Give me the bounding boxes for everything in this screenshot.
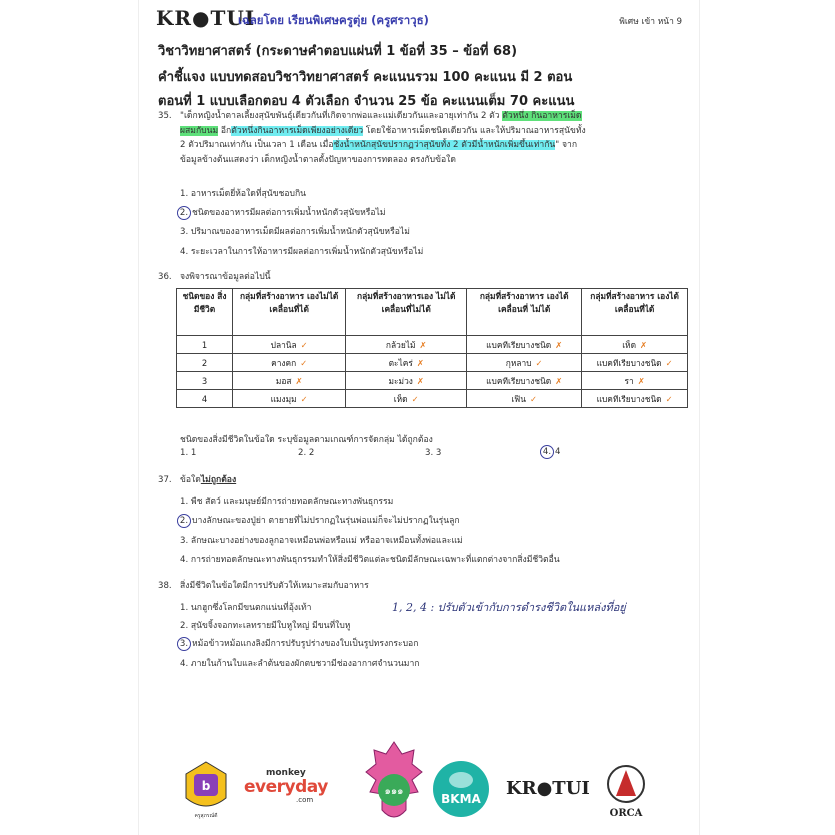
monkey-everyday-logo: monkey everyday .com — [244, 768, 328, 804]
row-number: 4 — [177, 390, 233, 408]
row-number: 1 — [177, 336, 233, 354]
table-cell — [582, 390, 688, 408]
q38-option-3[interactable]: 3. หม้อข้าวหม้อแกงลิงมีการปรับรูปร่างของใบเป็นรูปทรงกระบอก — [180, 636, 418, 651]
q37-option-4[interactable]: 4. การถ่ายทอดลักษณะทางพันธุกรรมทำให้สิ่งมีชีวิตแต่ละชนิดมีลักษณะเฉพาะที่แตกต่างจากสิ่งมีชีวิตอื่น — [180, 555, 560, 565]
grading-mark: ✗ — [419, 339, 427, 350]
svg-text:๑๑๑: ๑๑๑ — [384, 786, 404, 797]
grading-mark: ✗ — [640, 339, 648, 350]
grading-mark: ✓ — [665, 393, 673, 404]
table-row — [177, 336, 688, 354]
q36-option-1[interactable]: 1. 1 — [180, 448, 197, 458]
instruction-title: คำชี้แจง แบบทดสอบวิชาวิทยาศาสตร์ คะแนนรวม 100 คะแนน มี 2 ตอน — [158, 70, 573, 85]
table-cell — [346, 372, 467, 390]
q37-option-3[interactable]: 3. ลักษณะบางอย่างของลูกอาจเหมือนพ่อหรือแม่ หรืออาจเหมือนทั้งพ่อและแม่ — [180, 536, 463, 546]
page-header — [156, 6, 682, 32]
answer-sheet-page — [138, 0, 698, 835]
grading-mark: ✓ — [411, 393, 419, 404]
q38-option-4[interactable]: 4. ภายในก้านใบและลำต้นของผักตบชวามีช่องอากาศจำนวนมาก — [180, 659, 420, 669]
question-37: 37. ข้อใดไม่ถูกต้อง — [158, 475, 237, 485]
grading-mark: ✓ — [300, 357, 308, 368]
organism-name: มอส — [275, 375, 292, 386]
organism-name: เฟิน — [511, 393, 526, 404]
column-header: กลุ่มที่สร้างอาหาร เองไม่ได้ เคลื่อนที่ได้ — [233, 289, 346, 336]
logo-caption: ครูสุภรณ์ดี — [194, 813, 218, 819]
organism-name: แบคทีเรียบางชนิด — [596, 357, 662, 368]
q36-question: ชนิดของสิ่งมีชีวิตในข้อใด ระบุข้อมูลตามเกณฑ์การจัดกลุ่ม ได้ถูกต้อง — [180, 435, 433, 445]
krutui-logo: KR●TUI — [506, 778, 590, 799]
q35-line4: ข้อมูลข้างต้นแสดงว่า เด็กหญิงน้ำตาลตั้งปัญหาของการทดลอง ตรงกับข้อใด — [180, 154, 456, 165]
subject-title: วิชาวิทยาศาสตร์ (กระดาษคำตอบแผ่นที่ 1 ข้อที่ 35 – ข้อที่ 68) — [158, 44, 518, 59]
organism-name: เห็ด — [622, 339, 637, 350]
table-cell — [582, 354, 688, 372]
table-cell — [346, 390, 467, 408]
grading-mark: ✗ — [555, 339, 563, 350]
row-number: 3 — [177, 372, 233, 390]
classification-table — [176, 288, 688, 408]
grading-mark: ✓ — [300, 393, 308, 404]
question-35 — [158, 109, 678, 167]
answer-circle: 4. — [540, 445, 554, 459]
q37-option-2[interactable]: 2. บางลักษณะของปู่ย่า ตายายที่ไม่ปรากฏในรุ่นพ่อแม่ก็จะไม่ปรากฏในรุ่นลูก — [180, 513, 460, 528]
header-page-label: พิเศษ เข้า หน้า 9 — [619, 17, 682, 27]
organism-name: แบคทีเรียบางชนิด — [486, 339, 552, 350]
grading-mark: ✗ — [416, 375, 424, 386]
grading-mark: ✗ — [637, 375, 645, 386]
grading-mark: ✓ — [300, 339, 308, 350]
organism-name: ตะไคร่ — [388, 357, 413, 368]
question-38: 38. สิ่งมีชีวิตในข้อใดมีการปรับตัวให้เหมาะสมกับอาหาร — [158, 581, 369, 591]
answer-circle: 2. — [177, 514, 191, 528]
q35-option-4[interactable]: 4. ระยะเวลาในการให้อาหารมีผลต่อการเพิ่มน้ำหนักตัวสุนัขหรือไม่ — [180, 247, 424, 257]
table-cell — [346, 336, 467, 354]
grading-mark: ✗ — [555, 375, 563, 386]
school-emblem-logo — [362, 740, 426, 830]
section-title: ตอนที่ 1 แบบเลือกตอบ 4 ตัวเลือก จำนวน 25 ข้อ คะแนนเต็ม 70 คะแนน — [158, 94, 575, 109]
q36-option-2[interactable]: 2. 2 — [298, 448, 315, 458]
answer-circle: 2. — [177, 206, 191, 220]
organism-name: มะม่วง — [388, 375, 413, 386]
organism-name: แบคทีเรียบางชนิด — [596, 393, 662, 404]
q36-option-3[interactable]: 3. 3 — [425, 448, 442, 458]
q35-line1: 35. "เด็กหญิงน้ำตาลเลี้ยงสุนัขพันธุ์เดียวกันที่เกิดจากพ่อและแม่เดียวกันและอายุเท่ากัน 2 ตัว ตัวหนึ่ง กินอาหารเม็ด — [158, 111, 582, 121]
orca-logo: ORCA — [604, 764, 648, 820]
table-row — [177, 354, 688, 372]
table-cell — [233, 354, 346, 372]
q35-line2: ผสมกับนม อีกตัวหนึ่งกินอาหารเม็ดเพียงอย่างเดียว โดยใช้อาหารเม็ดชนิดเดียวกัน และให้ปริมาณอาหารสุนัขทั้ง — [180, 125, 586, 136]
organism-name: กล้วยไม้ — [385, 339, 416, 350]
q35-option-1[interactable]: 1. อาหารเม็ดยี่ห้อใดที่สุนัขชอบกิน — [180, 189, 307, 199]
q35-option-2[interactable]: 2. ชนิดของอาหารมีผลต่อการเพิ่มน้ำหนักตัวสุนัขหรือไม่ — [180, 205, 386, 220]
q38-option-2[interactable]: 2. สุนัขจิ้งจอกทะเลทรายมีใบหูใหญ่ มีขนที่ใบหู — [180, 621, 351, 631]
table-row — [177, 390, 688, 408]
column-header: ชนิดของ สิ่งมีชีวิต — [177, 289, 233, 336]
highlight: ตัวหนึ่ง กินอาหารเม็ด — [502, 111, 582, 121]
bkma-logo: BKMA — [432, 760, 490, 818]
sponsor-logos — [178, 738, 678, 830]
column-header: กลุ่มที่สร้างอาหาร เองได้ เคลื่อนที่ ไม่ได้ — [467, 289, 582, 336]
q35-option-3[interactable]: 3. ปริมาณของอาหารเม็ดมีผลต่อการเพิ่มน้ำหนักตัวสุนัขหรือไม่ — [180, 227, 410, 237]
table-cell — [467, 390, 582, 408]
organism-name: เห็ด — [393, 393, 408, 404]
kru-supornd-logo — [182, 760, 230, 819]
header-title: เฉลยโดย เรียนพิเศษครูตุ่ย (ครูศราวุธ) — [238, 13, 429, 27]
answer-circle: 3. — [177, 637, 191, 651]
table-cell — [467, 354, 582, 372]
organism-name: รา — [624, 375, 634, 386]
column-header: กลุ่มที่สร้างอาหาร เองได้ เคลื่อนที่ได้ — [582, 289, 688, 336]
grading-mark: ✗ — [295, 375, 303, 386]
table-cell — [233, 336, 346, 354]
q35-line3: 2 ตัวปริมาณเท่ากัน เป็นเวลา 1 เดือน เมื่อชั่งน้ำหนักสุนัขปรากฏว่าสุนัขทั้ง 2 ตัวมีน้ำหนักเพิ่มขึ้นเท่ากัน" จาก — [180, 140, 578, 150]
table-cell — [582, 336, 688, 354]
q37-option-1[interactable]: 1. พืช สัตว์ และมนุษย์มีการถ่ายทอดลักษณะทางพันธุกรรม — [180, 497, 394, 507]
table-cell — [233, 390, 346, 408]
brand-logo: KR●TUI — [156, 6, 256, 30]
table-cell — [582, 372, 688, 390]
svg-text:b: b — [201, 779, 211, 793]
q36-option-4[interactable]: 4. 4 — [543, 445, 560, 459]
organism-name: คางคก — [271, 357, 297, 368]
grading-mark: ✓ — [535, 357, 543, 368]
table-row — [177, 372, 688, 390]
handwritten-note: 1, 2, 4 : ปรับตัวเข้ากับการดำรงชีวิตในแหล่งที่อยู่ — [392, 601, 626, 614]
organism-name: แมงมุม — [270, 393, 297, 404]
organism-name: กุหลาบ — [505, 357, 532, 368]
column-header: กลุ่มที่สร้างอาหารเอง ไม่ได้ เคลื่อนที่ไม่ได้ — [346, 289, 467, 336]
table-cell — [467, 372, 582, 390]
question-36: 36. จงพิจารณาข้อมูลต่อไปนี้ — [158, 272, 271, 282]
row-number: 2 — [177, 354, 233, 372]
table-cell — [467, 336, 582, 354]
grading-mark: ✓ — [529, 393, 537, 404]
table-cell — [346, 354, 467, 372]
q38-option-1[interactable]: 1. นกฮูกซึ่งโลกมีขนตกแน่นที่อุ้งเท้า — [180, 603, 312, 613]
organism-name: ปลานิล — [270, 339, 297, 350]
table-header-row — [177, 289, 688, 336]
grading-mark: ✓ — [665, 357, 673, 368]
grading-mark: ✗ — [416, 357, 424, 368]
organism-name: แบคทีเรียบางชนิด — [486, 375, 552, 386]
table-cell — [233, 372, 346, 390]
